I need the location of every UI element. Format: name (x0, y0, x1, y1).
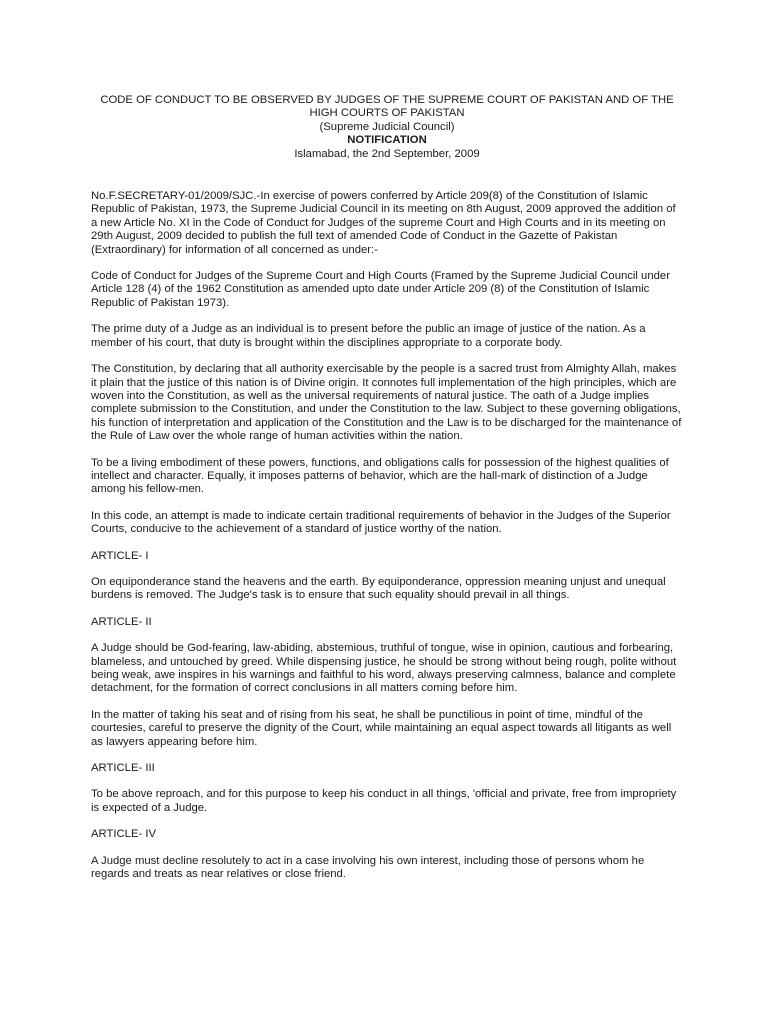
intro-paragraph: To be a living embodiment of these powers, functions, and obligations calls for possession of the highest qualities of intellect and character. Equally, it imposes patterns of behavior, which are the hall-mark of distinction of a Judge among his fellow-men. (91, 456, 669, 496)
article-heading: ARTICLE- I (91, 549, 149, 562)
intro-paragraph: The Constitution, by declaring that all authority exercisable by the people is a sacred trust from Almighty Allah, makes it plain that the justice of this nation is of Divine origin. It connotes full implementation of the high principles, which are woven into the Constitution, as well as the universal requirements of natural justice. The oath of a Judge implies complete submission to the Constitution, and under the Constitution to the law. Subject to these governing obligations, his function of interpretation and application of the Constitution and the Law is to be discharged for the maintenance of the Rule of Law over the whole range of human activities within the nation. (91, 363, 682, 443)
article-paragraph: To be above reproach, and for this purpose to keep his conduct in all things, 'official and private, free from impropriety is expected of a Judge. (91, 788, 677, 814)
article-paragraph: On equiponderance stand the heavens and the earth. By equiponderance, oppression meaning unjust and unequal burdens is removed. The Judge's task is to ensure that such equality should prevail in all things. (91, 575, 666, 602)
document-title: CODE OF CONDUCT TO BE OBSERVED BY JUDGES OF THE SUPREME COURT OF PAKISTAN AND OF THE HIGH COURTS OF PAKISTAN (100, 94, 674, 120)
notification-heading: NOTIFICATION (347, 134, 427, 147)
article-heading: ARTICLE- II (91, 615, 152, 628)
intro-paragraph: No.F.SECRETARY-01/2009/SJC.-In exercise of powers conferred by Article 209(8) of the Constitution of Islamic Republic of Pakistan, 1973, the Supreme Judicial Council in its meeting on 8th August, 2009 approved the addition of a new Article No. XI in the Code of Conduct for Judges of the supreme Court and High Courts and in its meeting on 29th August, 2009 decided to publish the full text of amended Code of Conduct in the Gazette of Pakistan (Extraordinary) for information of all concerned as under:- (91, 190, 676, 256)
dateline: Islamabad, the 2nd September, 2009 (294, 147, 480, 160)
article-paragraph: In the matter of taking his seat and of rising from his seat, he shall be punctilious in point of time, mindful of the courtesies, careful to preserve the dignity of the Court, while maintaining an equal aspect towards all litigants as well as lawyers appearing before him. (91, 708, 672, 748)
article-paragraph: A Judge must decline resolutely to act in a case involving his own interest, including those of persons whom he regards and treats as near relatives or close friend. (91, 854, 645, 881)
article-heading: ARTICLE- IV (91, 828, 157, 841)
article-paragraph: A Judge should be God-fearing, law-abiding, abstemious, truthful of tongue, wise in opinion, cautious and forbearing, blameless, and untouched by greed. While dispensing justice, he should be strong without being rough, polite without being weak, awe inspires in his warnings and faithful to his word, always preserving calmness, balance and complete detachment, for the formation of correct conclusions in all matters coming before him. (91, 642, 677, 695)
article-heading: ARTICLE- III (91, 762, 155, 775)
intro-paragraph: Code of Conduct for Judges of the Supreme Court and High Courts (Framed by the Supreme Judicial Council under Article 128 (4) of the 1962 Constitution as amended upto date under Article 209 (8) of the Constitution of Islamic Republic of Pakistan 1973). (91, 270, 670, 309)
document-subtitle: (Supreme Judicial Council) (319, 120, 455, 133)
document-page (91, 94, 683, 881)
intro-paragraph: The prime duty of a Judge as an individual is to present before the public an image of justice of the nation. As a member of his court, that duty is brought within the disciplines appropriate to a corporate body. (91, 323, 646, 349)
intro-paragraph: In this code, an attempt is made to indicate certain traditional requirements of behavior in the Judges of the Superior Courts, conducive to the achievement of a standard of justice worthy of the nation. (91, 509, 671, 536)
